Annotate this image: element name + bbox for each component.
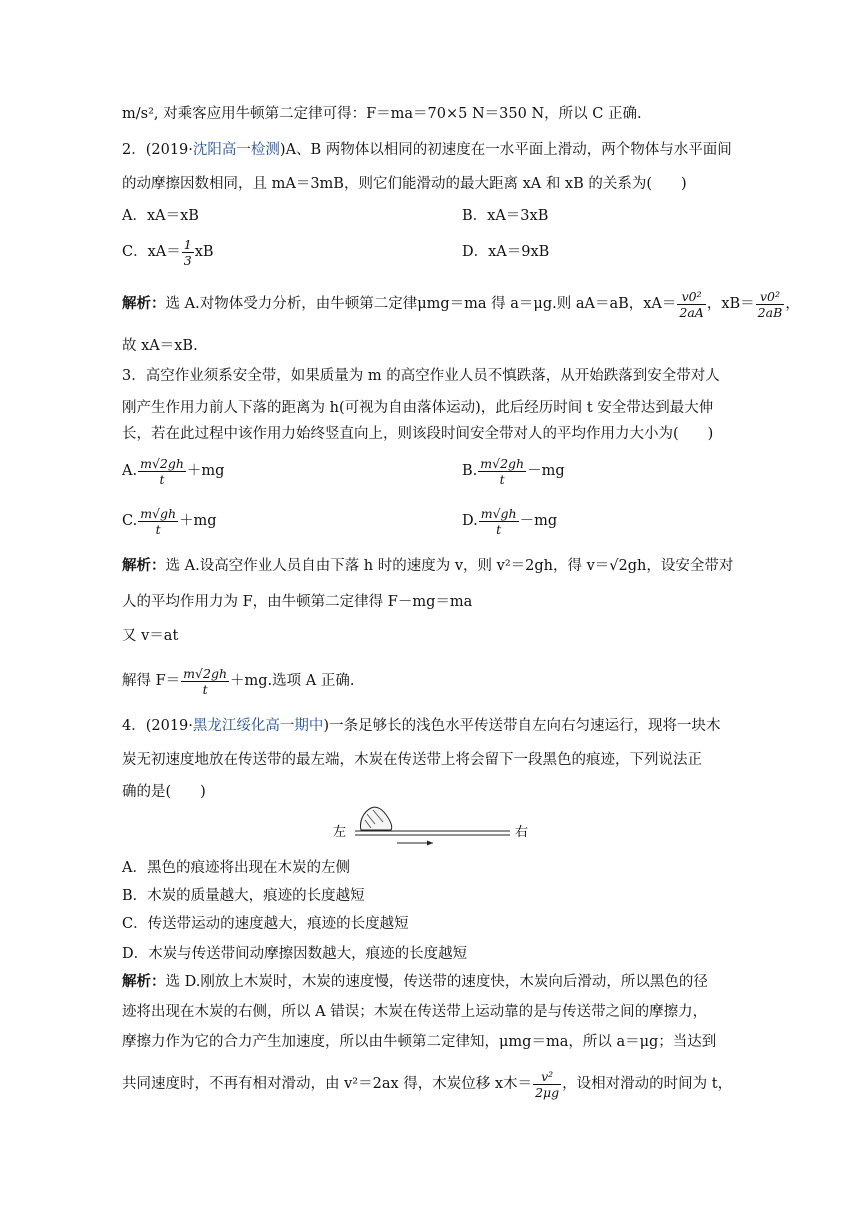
text-run: ，xB＝ (706, 296, 755, 312)
fraction (478, 456, 526, 487)
text-line (122, 1066, 732, 1102)
fraction (181, 666, 229, 697)
text-line: 迹将出现在木炭的右侧，所以 A 错误；木炭在传送带上运动靠的是与传送带之间的摩擦力， (122, 1004, 708, 1020)
text-run: 选 A.设高空作业人员自由下落 h 时的速度为 v，则 v²＝2gh，得 v＝√2gh，设安全带对 (165, 558, 734, 574)
text-run: －mg (527, 463, 565, 479)
text-run: C．xA＝ (122, 244, 181, 260)
option-c: C．传送带运动的速度越大，痕迹的长度越短 (122, 916, 409, 932)
text-line: 故 xA＝xB. (122, 338, 198, 354)
option-b (462, 454, 565, 488)
numerator: m√2gh (480, 455, 525, 471)
text-line: 又 v＝at (122, 628, 179, 644)
option-c (122, 236, 214, 268)
solution-label: 解析： (122, 973, 166, 990)
question-3-stem: 3．高空作业须系安全带，如果质量为 m 的高空作业人员不慎跌落，从开始跌落到安全带对人 (122, 368, 720, 384)
denominator: 2μg (535, 1084, 560, 1100)
source-link[interactable]: 沈阳高一检测 (192, 142, 280, 158)
denominator: 3 (183, 252, 192, 268)
denominator: t (496, 521, 502, 537)
fraction (677, 289, 705, 320)
fraction (138, 506, 178, 537)
text-run: C. (122, 513, 138, 529)
denominator: 2aA (679, 304, 704, 320)
numerator: m√2gh (183, 665, 227, 681)
question-number: 2．(2019· (122, 142, 193, 158)
numerator: 1 (183, 236, 192, 252)
charcoal-block (360, 807, 391, 830)
text-run: ＋mg (186, 463, 225, 479)
fraction (182, 237, 194, 268)
fraction (533, 1069, 561, 1100)
text-line: 确的是( ) (122, 784, 206, 800)
option-d: D．木炭与传送带间动摩擦因数越大，痕迹的长度越短 (122, 946, 468, 962)
text-run: 共同速度时，不再有相对滑动，由 v²＝2ax 得，木炭位移 x木＝ (122, 1076, 533, 1092)
option-d: D．xA＝9xB (462, 244, 550, 260)
numerator: v0² (756, 289, 785, 305)
text-run: D. (462, 513, 478, 529)
text-line: 长，若在此过程中该作用力始终竖直向上，则该段时间安全带对人的平均作用力大小为( ) (122, 426, 714, 442)
denominator: t (202, 681, 208, 697)
solution-4 (122, 972, 708, 992)
figure-label-left: 左 (333, 825, 347, 840)
text-run: ， (785, 296, 800, 312)
text-line: 人的平均作用力为 F，由牛顿第二定律得 F－mg＝ma (122, 594, 473, 610)
text-line (122, 664, 354, 698)
question-number: 4．(2019· (122, 718, 193, 734)
text-run: 选 D.刚放上木炭时，木炭的速度慢，传送带的速度快，木炭向后滑动，所以黑色的径 (165, 974, 708, 990)
conveyor-figure (325, 800, 535, 850)
option-b: B．木炭的质量越大，痕迹的长度越短 (122, 888, 365, 904)
source-link[interactable]: 黑龙江绥化高一期中 (192, 718, 324, 734)
numerator: m√gh (480, 505, 517, 521)
option-a (122, 454, 224, 488)
solution-label: 解析： (122, 557, 166, 574)
text-line: m/s², 对乘客应用牛顿第二定律可得：F＝ma＝70×5 N＝350 N，所以 C 正确. (122, 106, 642, 122)
text-run: )A、B 两物体以相同的初速度在一水平面上滑动，两个物体与水平面间 (279, 142, 732, 158)
text-run: xB (194, 244, 214, 260)
text-line: 的动摩擦因数相同，且 mA＝3mB，则它们能滑动的最大距离 xA 和 xB 的关系为( ) (122, 176, 687, 192)
figure-label-right: 右 (515, 825, 529, 840)
text-run: 解得 F＝ (122, 673, 181, 689)
option-d (462, 504, 557, 538)
solution-2 (122, 287, 800, 321)
text-line: 摩擦力作为它的合力产生加速度，所以由牛顿第二定律知，μmg＝ma，所以 a＝μg；当达到 (122, 1034, 717, 1050)
text-line: 炭无初速度地放在传送带的最左端，木炭在传送带上将会留下一段黑色的痕迹，下列说法正 (122, 752, 702, 768)
option-b: B．xA＝3xB (462, 208, 549, 224)
text-run: －mg (519, 513, 558, 529)
option-c (122, 504, 217, 538)
text-line: 刚产生作用力前人下落的距离为 h(可视为自由落体运动)，此后经历时间 t 安全带达到最大伸 (122, 400, 714, 416)
fraction (756, 289, 785, 320)
text-run: A. (122, 463, 138, 479)
solution-label: 解析： (122, 295, 166, 312)
denominator: t (155, 521, 161, 537)
fraction (479, 506, 519, 537)
text-run: ＋mg.选项 A 正确. (230, 673, 355, 689)
option-a: A．xA＝xB (122, 208, 199, 224)
text-run: ＋mg (179, 513, 217, 529)
question-4-stem (122, 716, 721, 736)
solution-3 (122, 556, 733, 576)
numerator: m√gh (140, 505, 177, 521)
denominator: t (499, 471, 505, 487)
question-2-stem (122, 140, 732, 160)
arrow-head-icon (427, 841, 433, 846)
denominator: 2aB (757, 304, 783, 320)
text-run: ，设相对滑动的时间为 t， (562, 1076, 733, 1092)
fraction (138, 456, 186, 487)
text-run: )一条足够长的浅色水平传送带自左向右匀速运行，现将一块木 (323, 718, 721, 734)
denominator: t (159, 471, 165, 487)
text-run: B. (462, 463, 478, 479)
numerator: m√2gh (140, 455, 184, 471)
numerator: v0² (677, 289, 705, 305)
numerator: v² (533, 1069, 561, 1085)
option-a: A．黑色的痕迹将出现在木炭的左侧 (122, 860, 350, 876)
text-run: 选 A.对物体受力分析，由牛顿第二定律μmg＝ma 得 a＝μg.则 aA＝aB，xA＝ (165, 296, 677, 312)
